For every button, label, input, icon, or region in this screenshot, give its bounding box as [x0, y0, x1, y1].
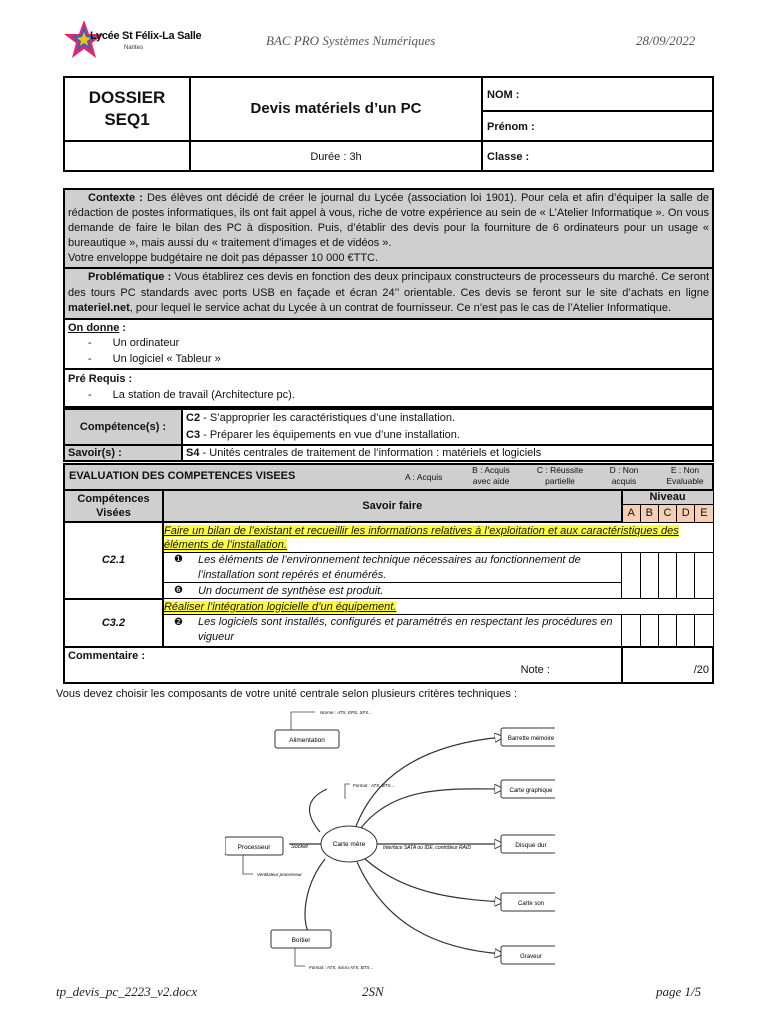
- boitier-box: [271, 930, 331, 948]
- logo-text: Lycée St Félix-La Salle: [90, 30, 202, 42]
- problematique-text2: , pour lequel le service achat du Lycée à un contrat de fournisseur. Ce n’est pas le cas de l’Atelier Informatique.: [129, 302, 672, 314]
- legend-e2: Evaluable: [666, 476, 704, 486]
- contexte-budget: Votre enveloppe budgétaire ne doit pas dépasser 10 000 €TTC.: [68, 252, 379, 264]
- competences-table: [63, 408, 714, 462]
- competences-label: Compétence(s) :: [79, 421, 167, 433]
- problematique-text1: Vous établirez ces devis en fonction des deux principaux constructeurs de processeurs du marché. Ce seront des tours PC standards avec ports USB en façade et écran 24’’ orientable. Ces devis se feront sur le site d’achats en ligne: [68, 271, 709, 299]
- prerequis-label: Pré Requis :: [68, 373, 133, 385]
- c21-bullet2-icon: ❻: [173, 584, 183, 596]
- alimentation-box: [275, 730, 339, 748]
- prenom-field[interactable]: Prénom :: [487, 121, 535, 133]
- legend-b2: avec aide: [472, 476, 510, 486]
- header-date: 28/09/2022: [636, 33, 696, 48]
- processeur-box: [225, 837, 283, 855]
- problematique-section: [63, 269, 714, 320]
- evaluation-header: [63, 463, 714, 491]
- graphique-box: [501, 780, 555, 798]
- problematique-label: Problématique :: [88, 271, 172, 283]
- disque-box: [501, 835, 555, 853]
- competence-c2-code: C2: [186, 412, 201, 424]
- svg-text:Carte graphique: Carte graphique: [509, 788, 553, 794]
- carte-mere-label: Carte mère: [332, 841, 366, 848]
- boit-note: Format : ATX, micro ATX, BTX...: [309, 965, 374, 970]
- competence-c3-code: C3: [186, 429, 201, 441]
- legend-b: [467, 465, 515, 487]
- legend-c: [530, 465, 590, 487]
- legend-e: [659, 465, 711, 487]
- on-donne-colon: :: [119, 321, 127, 334]
- socket-label: Socket: [291, 844, 308, 850]
- on-donne-label: On donne: [68, 321, 120, 334]
- col-niveau: Niveau: [649, 491, 686, 503]
- legend-a: A : Acquis: [405, 472, 443, 482]
- document-title: Devis matériels d’un PC: [250, 100, 422, 117]
- alim-note: Norme : ATX, EPS, SFX...: [320, 710, 373, 715]
- cm-note: Format : ATX, BTX...: [353, 783, 395, 788]
- level-c: C: [663, 507, 672, 519]
- c32-code: C3.2: [101, 616, 126, 629]
- col-competences: Compétences: [77, 493, 150, 505]
- barrette-box: [501, 728, 555, 746]
- c21-bullet1-icon: ❶: [173, 554, 183, 565]
- legend-d2: acquis: [611, 476, 637, 486]
- legend-b1: B : Acquis: [472, 465, 510, 475]
- level-e: E: [700, 507, 708, 519]
- on-donne-section: [63, 320, 714, 371]
- svg-text:Carte son: Carte son: [517, 901, 545, 907]
- graveur-box: [501, 946, 555, 964]
- savoir-code: S4: [186, 447, 200, 459]
- prerequis-section: [63, 370, 714, 408]
- legend-c2: partielle: [545, 476, 575, 486]
- contexte-text: Des élèves ont décidé de créer le journal du Lycée (association loi 1901). Pour cela et afin d’équiper la salle de rédaction de postes informatiques, ils ont fait appel à vous, riche de votre expérience au sein de « L’Atelier Informatique ». On vous demande de faire le bilan des PC à disposition. Puis, d’établir des devis pour la fourniture de 6 ordinateurs pour un usage « bureautique », mais aussi du « traitement d’images et de vidéos ».: [68, 192, 709, 249]
- classe-field[interactable]: Classe :: [487, 151, 530, 163]
- contexte-section: [63, 188, 714, 269]
- title-block: [63, 76, 714, 172]
- dossier-line1: DOSSIER: [88, 88, 166, 107]
- competence-c3-text: - Préparer les équipements en vue d’une installation.: [200, 429, 460, 441]
- problematique-site: materiel.net: [68, 302, 130, 314]
- list-item: - La station de travail (Architecture pc).: [88, 389, 295, 401]
- school-logo: [62, 18, 202, 60]
- proc-note: Ventilateur processeur: [257, 872, 302, 877]
- evaluation-table: [63, 489, 714, 684]
- svg-text:Boîtier: Boîtier: [291, 937, 311, 944]
- c32-title: Réaliser l’intégration logicielle d’un équipement.: [163, 600, 397, 613]
- svg-text:Barrette mémoire: Barrette mémoire: [507, 736, 555, 742]
- note-label: Note :: [520, 663, 550, 676]
- col-savoir-faire: Savoir faire: [362, 500, 423, 512]
- legend-d1: D : Non: [609, 465, 639, 475]
- comment-label: Commentaire :: [68, 649, 146, 662]
- competence-c2-text: - S’approprier les caractéristiques d’une installation.: [200, 412, 456, 424]
- list-item: - Un ordinateur: [88, 337, 180, 349]
- evaluation-title: EVALUATION DES COMPETENCES VISEES: [69, 470, 296, 482]
- c21-title: Faire un bilan de l’existant et recueillir les informations relatives à l’exploitation et aux caractéristiques des éléments de l’installation.: [163, 525, 679, 551]
- c21-code: C2.1: [101, 554, 126, 567]
- level-d: D: [681, 507, 690, 519]
- legend-d: [600, 465, 648, 487]
- level-a: A: [627, 507, 635, 519]
- dossier-cell: [64, 77, 190, 141]
- legend-e1: E : Non: [670, 465, 700, 475]
- c32-bullet1-icon: ❷: [173, 617, 183, 629]
- svg-text:Graveur: Graveur: [520, 954, 542, 960]
- level-b: B: [645, 507, 653, 519]
- header-center: BAC PRO Systèmes Numériques: [266, 33, 436, 48]
- savoirs-label: Savoir(s) :: [68, 447, 122, 459]
- son-box: [501, 893, 555, 911]
- legend-c1: C : Réussite: [536, 465, 584, 475]
- footer-center: 2SN: [362, 984, 384, 999]
- components-diagram: [225, 704, 555, 974]
- on-donne-item: Un ordinateur: [112, 337, 180, 349]
- duree: Durée : 3h: [310, 151, 362, 163]
- dossier-line2: SEQ1: [104, 110, 150, 129]
- nom-field[interactable]: NOM :: [487, 89, 520, 101]
- footer-page: page 1/5: [656, 984, 702, 999]
- contexte-label: Contexte :: [88, 192, 143, 204]
- col-visees: Visées: [96, 507, 131, 519]
- savoir-text: - Unités centrales de traitement de l’information : matériels et logiciels: [199, 447, 542, 459]
- list-item: - Un logiciel « Tableur »: [88, 352, 221, 365]
- info-block: [63, 188, 714, 462]
- svg-text:Disque dur: Disque dur: [515, 842, 547, 849]
- c21-bullet2: Un document de synthèse est produit.: [197, 584, 384, 597]
- svg-text:Alimentation: Alimentation: [289, 737, 325, 744]
- logo-subtext: Nantes: [124, 45, 144, 51]
- footer-file: tp_devis_pc_2223_v2.docx: [56, 984, 198, 999]
- note-total: /20: [693, 663, 709, 676]
- c32-bullet1: Les logiciels sont installés, configurés et paramétrés en respectant les procédures en vigueur: [197, 616, 613, 644]
- table-row: [64, 599, 713, 615]
- svg-text:Processeur: Processeur: [237, 844, 271, 851]
- prerequis-item: La station de travail (Architecture pc).: [112, 389, 295, 401]
- table-row: [64, 522, 713, 553]
- intro-text: Vous devez choisir les composants de votre unité centrale selon plusieurs critères techniques :: [56, 688, 518, 700]
- on-donne-item: Un logiciel « Tableur »: [112, 352, 221, 365]
- interface-label: Interface SATA ou IDE, contrôleur RAID: [383, 845, 471, 851]
- c21-bullet1: Les éléments de l’environnement technique nécessaires au fonctionnement de l’installation sont repérés et énumérés.: [197, 554, 581, 581]
